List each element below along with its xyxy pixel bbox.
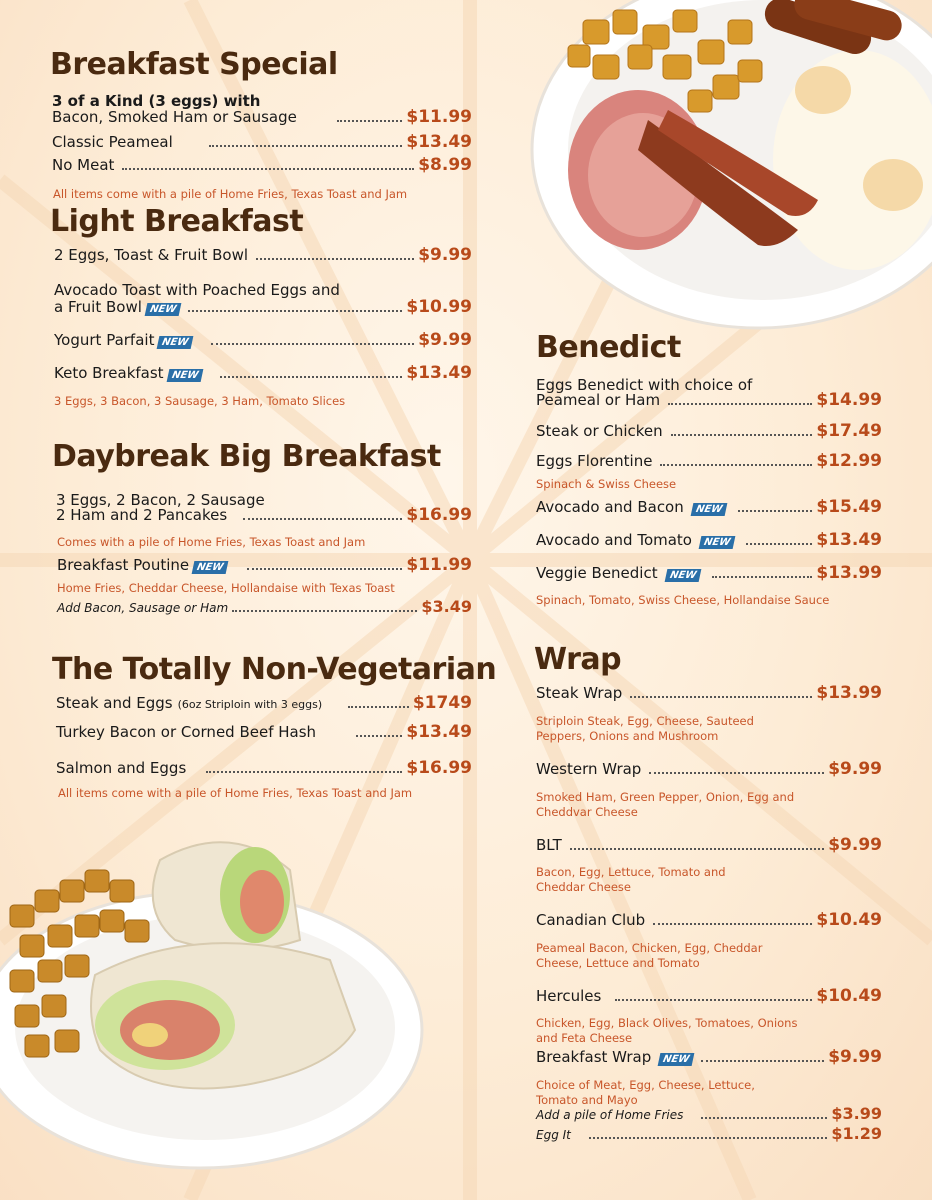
menu-item: Steak or Chicken $17.49 <box>536 421 882 441</box>
menu-item: 2 Eggs, Toast & Fruit Bowl $9.99 <box>54 245 472 265</box>
menu-item-note: Peppers, Onions and Mushroom <box>536 729 719 743</box>
menu-item-addon: Add Bacon, Sausage or Ham $3.49 <box>57 597 472 616</box>
menu-item-note: Home Fries, Cheddar Cheese, Hollandaise with Texas Toast <box>57 581 395 595</box>
menu-item: Peameal or Ham $14.99 <box>536 390 882 410</box>
menu-item: No Meat $8.99 <box>52 155 472 175</box>
menu-item-addon: Egg It $1.29 <box>536 1124 882 1143</box>
daybreak-title: Daybreak Big Breakfast <box>52 439 441 474</box>
menu-item: Canadian Club $10.49 <box>536 910 882 930</box>
light-breakfast-title: Light Breakfast <box>50 204 304 239</box>
light-breakfast-note: 3 Eggs, 3 Bacon, 3 Sausage, 3 Ham, Tomato Slices <box>54 394 346 408</box>
menu-item-line: 3 Eggs, 2 Bacon, 2 Sausage <box>56 491 265 509</box>
menu-item-note: Spinach, Tomato, Swiss Cheese, Hollandaise Sauce <box>536 593 830 607</box>
wrap-plate-photo <box>0 830 425 1175</box>
menu-item-note: Tomato and Mayo <box>536 1093 638 1107</box>
menu-item-note: Choice of Meat, Egg, Cheese, Lettuce, <box>536 1078 755 1092</box>
menu-item: Western Wrap $9.99 <box>536 759 882 779</box>
menu-item-addon: Add a pile of Home Fries $3.99 <box>536 1104 882 1123</box>
new-badge: NEW <box>145 303 182 316</box>
breakfast-plate-photo <box>528 0 932 330</box>
menu-item: Yogurt Parfait NEW $9.99 <box>54 330 472 350</box>
new-badge: NEW <box>658 1053 695 1066</box>
new-badge: NEW <box>192 561 229 574</box>
breakfast-special-subtitle: 3 of a Kind (3 eggs) with <box>52 92 261 110</box>
menu-item: Salmon and Eggs $16.99 <box>56 758 472 778</box>
non-veg-note: All items come with a pile of Home Fries, Texas Toast and Jam <box>58 786 413 800</box>
breakfast-special-title: Breakfast Special <box>50 47 338 82</box>
menu-item-note: and Feta Cheese <box>536 1031 633 1045</box>
menu-item: Breakfast Wrap NEW $9.99 <box>536 1047 882 1067</box>
menu-item-line: Avocado Toast with Poached Eggs and <box>54 281 340 299</box>
menu-item: Avocado and Bacon NEW $15.49 <box>536 497 882 517</box>
new-badge: NEW <box>664 569 701 582</box>
menu-item: a Fruit Bowl NEW $10.99 <box>54 297 472 317</box>
menu-item-note: Comes with a pile of Home Fries, Texas Toast and Jam <box>57 535 366 549</box>
menu-item-note: Cheese, Lettuce and Tomato <box>536 956 700 970</box>
menu-item-note: Cheddar Cheese <box>536 880 631 894</box>
menu-item: Turkey Bacon or Corned Beef Hash $13.49 <box>56 722 472 742</box>
menu-item: Classic Peameal $13.49 <box>52 132 472 152</box>
menu-item-note: Peameal Bacon, Chicken, Egg, Cheddar <box>536 941 763 955</box>
menu-item: Veggie Benedict NEW $13.99 <box>536 563 882 583</box>
menu-item: Breakfast Poutine NEW $11.99 <box>57 555 472 575</box>
menu-item-note: Smoked Ham, Green Pepper, Onion, Egg and <box>536 790 795 804</box>
benedict-title: Benedict <box>536 330 681 365</box>
menu-item-note: Spinach & Swiss Cheese <box>536 477 677 491</box>
menu-item: BLT $9.99 <box>536 835 882 855</box>
menu-item: Hercules $10.49 <box>536 986 882 1006</box>
menu-item: 2 Ham and 2 Pancakes $16.99 <box>56 505 472 525</box>
menu-item-line: Eggs Benedict with choice of <box>536 376 753 394</box>
menu-item: Steak and Eggs (6oz Striploin with 3 eggs) $1749 <box>56 693 472 713</box>
menu-item: Eggs Florentine $12.99 <box>536 451 882 471</box>
menu-item: Keto Breakfast NEW $13.49 <box>54 363 472 383</box>
new-badge: NEW <box>157 336 194 349</box>
new-badge: NEW <box>699 536 736 549</box>
new-badge: NEW <box>690 503 727 516</box>
menu-item-note: Cheddvar Cheese <box>536 805 638 819</box>
menu-item-note: Chicken, Egg, Black Olives, Tomatoes, Onions <box>536 1016 798 1030</box>
new-badge: NEW <box>166 369 203 382</box>
menu-item-note: Striploin Steak, Egg, Cheese, Sauteed <box>536 714 754 728</box>
menu-item: Avocado and Tomato NEW $13.49 <box>536 530 882 550</box>
menu-item: Steak Wrap $13.99 <box>536 683 882 703</box>
breakfast-special-note: All items come with a pile of Home Fries, Texas Toast and Jam <box>53 187 408 201</box>
non-veg-title: The Totally Non-Vegetarian <box>52 652 497 687</box>
menu-item: Bacon, Smoked Ham or Sausage $11.99 <box>52 107 472 127</box>
wrap-title: Wrap <box>534 642 622 677</box>
menu-item-note: Bacon, Egg, Lettuce, Tomato and <box>536 865 726 879</box>
